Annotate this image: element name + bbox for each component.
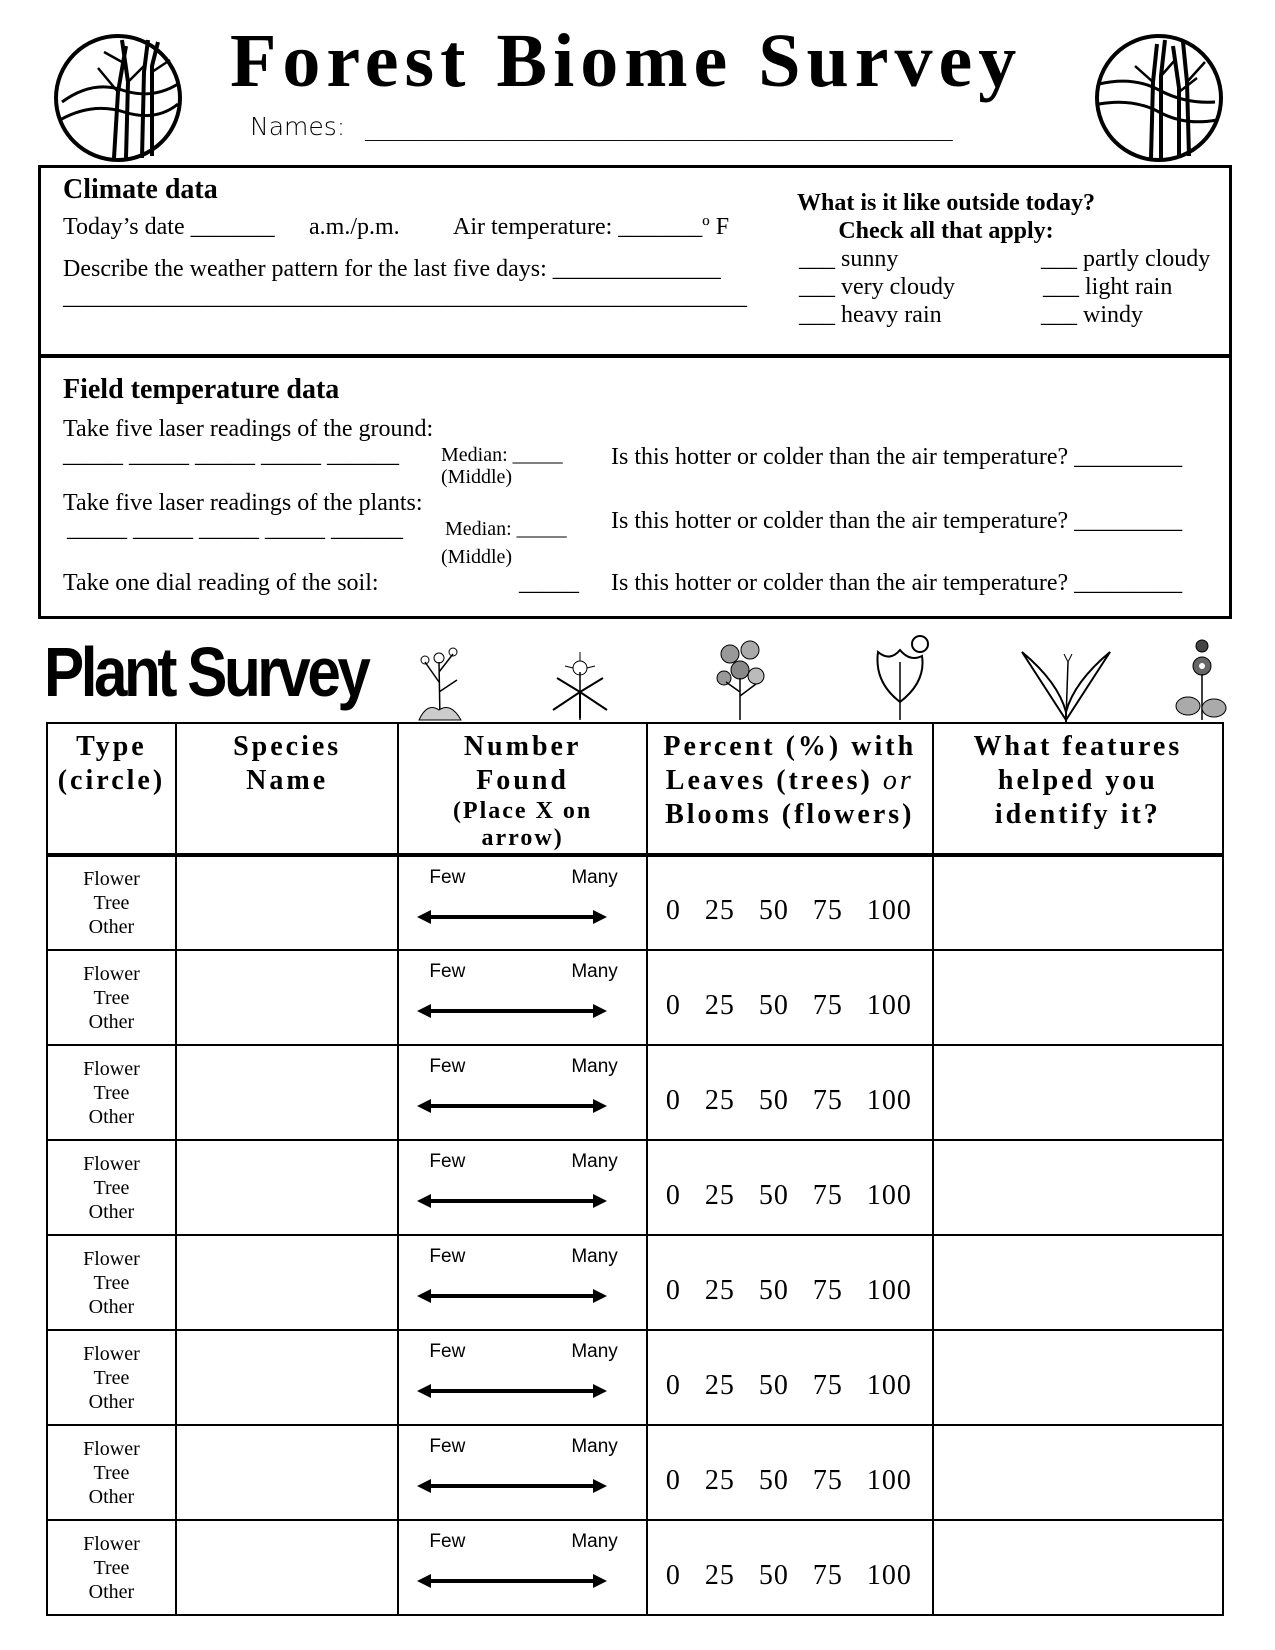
species-name-cell[interactable]: [176, 1140, 398, 1235]
percent-option[interactable]: 100: [866, 1274, 912, 1306]
percent-option[interactable]: 25: [704, 1464, 735, 1496]
type-option[interactable]: Flower: [83, 1152, 140, 1175]
ground-middle-label: (Middle): [441, 466, 513, 488]
page-title: Forest Biome Survey: [230, 19, 1023, 103]
percent-option[interactable]: 25: [704, 1084, 735, 1116]
type-option[interactable]: Tree: [93, 1461, 130, 1484]
percent-option[interactable]: 0: [665, 1274, 681, 1306]
names-field[interactable]: [250, 112, 953, 141]
type-option[interactable]: Other: [88, 1580, 135, 1603]
table-row: [47, 1330, 1223, 1425]
type-option[interactable]: Other: [88, 1390, 135, 1413]
percent-option[interactable]: 50: [758, 1464, 789, 1496]
type-choice-cell[interactable]: [47, 855, 176, 950]
number-found-cell[interactable]: [398, 1520, 646, 1615]
features-cell[interactable]: [933, 1330, 1223, 1425]
features-cell[interactable]: [933, 1140, 1223, 1235]
type-option[interactable]: Other: [88, 1010, 135, 1033]
type-choice-cell[interactable]: [47, 1520, 176, 1615]
type-option[interactable]: Flower: [83, 1342, 140, 1365]
many-label: Many: [571, 1151, 618, 1172]
plants-compare-question[interactable]: Is this hotter or colder than the air temperature? _________: [611, 508, 1183, 534]
percent-option[interactable]: 0: [665, 1179, 681, 1211]
lobed-leaf-flower-icon: [870, 632, 936, 722]
species-name-cell[interactable]: [176, 950, 398, 1045]
double-arrow-icon[interactable]: [417, 1191, 607, 1211]
table-row: [47, 1140, 1223, 1235]
table-row: [47, 1520, 1223, 1615]
percent-option[interactable]: 100: [866, 1179, 912, 1211]
col-header-percent: Percent (%) with Leaves (trees) or Blooms (flowers): [647, 723, 933, 855]
percent-scale-cell[interactable]: [647, 1140, 933, 1235]
percent-option[interactable]: 50: [758, 1274, 789, 1306]
percent-option[interactable]: 0: [665, 1464, 681, 1496]
weather-blank[interactable]: _________________________________________________________: [63, 284, 747, 310]
number-found-cell[interactable]: [398, 1045, 646, 1140]
many-label: Many: [571, 961, 618, 982]
type-option[interactable]: Tree: [93, 986, 130, 1009]
long-leaf-plant-icon: [1018, 632, 1114, 722]
double-arrow-icon[interactable]: [417, 907, 607, 927]
soil-label: Take one dial reading of the soil:: [63, 570, 379, 596]
species-name-cell[interactable]: [176, 1235, 398, 1330]
table-row: [47, 1045, 1223, 1140]
many-label: Many: [571, 1531, 618, 1552]
type-option[interactable]: Flower: [83, 1057, 140, 1080]
ampm-field[interactable]: a.m./p.m.: [309, 214, 400, 240]
percent-option[interactable]: 0: [665, 1084, 681, 1116]
field-title: Field temperature data: [63, 374, 340, 405]
table-row: [47, 855, 1223, 950]
soil-compare-question[interactable]: Is this hotter or colder than the air temperature? _________: [611, 570, 1183, 596]
percent-option[interactable]: 75: [812, 895, 843, 926]
percent-option[interactable]: 100: [866, 1084, 912, 1116]
percent-option[interactable]: 25: [704, 989, 735, 1021]
type-choice-cell[interactable]: [47, 1235, 176, 1330]
type-choice-cell[interactable]: [47, 1045, 176, 1140]
ground-compare-question[interactable]: Is this hotter or colder than the air temperature? _________: [611, 444, 1183, 470]
type-option[interactable]: Other: [88, 916, 135, 938]
type-option[interactable]: Other: [88, 1105, 135, 1128]
features-cell[interactable]: [933, 855, 1223, 950]
option-windy[interactable]: ___ windy: [1041, 302, 1143, 328]
blooming-plant-icon: [1172, 632, 1228, 722]
number-found-cell[interactable]: [398, 1140, 646, 1235]
percent-option[interactable]: 25: [704, 895, 735, 926]
type-option[interactable]: Tree: [93, 1556, 130, 1579]
few-label: Few: [429, 961, 466, 982]
number-found-cell[interactable]: [398, 1235, 646, 1330]
type-option[interactable]: Other: [88, 1295, 135, 1318]
type-option[interactable]: Other: [88, 1485, 135, 1508]
percent-option[interactable]: 100: [866, 895, 912, 926]
few-label: Few: [429, 1531, 466, 1552]
percent-option[interactable]: 50: [758, 895, 789, 926]
percent-scale-cell[interactable]: [647, 855, 933, 950]
star-leaf-plant-icon: [545, 632, 615, 722]
percent-option[interactable]: 50: [758, 1369, 789, 1401]
option-light-rain[interactable]: ___ light rain: [1043, 274, 1173, 300]
percent-scale-cell[interactable]: [647, 1330, 933, 1425]
plants-median[interactable]: Median: _____: [445, 518, 567, 540]
double-arrow-icon[interactable]: [417, 1381, 607, 1401]
percent-option[interactable]: 25: [704, 1559, 735, 1591]
option-partly-cloudy[interactable]: ___ partly cloudy: [1041, 246, 1211, 272]
plants-label: Take five laser readings of the plants:: [63, 490, 423, 516]
tree-landscape-icon: [1093, 32, 1225, 164]
type-option[interactable]: Flower: [83, 1532, 140, 1555]
names-blank[interactable]: _______________________________________________: [365, 112, 953, 141]
plants-middle-label: (Middle): [441, 546, 513, 568]
species-name-cell[interactable]: [176, 1520, 398, 1615]
percent-option[interactable]: 75: [812, 1464, 843, 1496]
many-label: Many: [571, 867, 618, 888]
double-arrow-icon[interactable]: [417, 1096, 607, 1116]
double-arrow-icon[interactable]: [417, 1001, 607, 1021]
option-sunny[interactable]: ___ sunny: [799, 246, 899, 272]
type-option[interactable]: Flower: [83, 1437, 140, 1460]
percent-scale-cell[interactable]: [647, 1045, 933, 1140]
ground-median[interactable]: Median: _____: [441, 444, 563, 466]
type-option[interactable]: Tree: [93, 1176, 130, 1199]
features-cell[interactable]: [933, 1520, 1223, 1615]
features-cell[interactable]: [933, 1235, 1223, 1330]
type-option[interactable]: Tree: [93, 1271, 130, 1294]
many-label: Many: [571, 1056, 618, 1077]
few-label: Few: [429, 1151, 466, 1172]
table-row: [47, 1425, 1223, 1520]
ground-label: Take five laser readings of the ground:: [63, 416, 434, 442]
percent-option[interactable]: 100: [866, 1369, 912, 1401]
type-choice-cell[interactable]: [47, 1425, 176, 1520]
type-option[interactable]: Flower: [83, 868, 140, 890]
percent-option[interactable]: 50: [758, 1559, 789, 1591]
percent-option[interactable]: 25: [704, 1274, 735, 1306]
percent-option[interactable]: 75: [812, 1179, 843, 1211]
type-choice-cell[interactable]: [47, 1330, 176, 1425]
table-row: [47, 950, 1223, 1045]
col-header-features: What features helped you identify it?: [933, 723, 1223, 855]
plants-readings[interactable]: _____ _____ _____ _____ ______: [67, 516, 403, 542]
air-temp-field[interactable]: Air temperature: _______º F: [453, 214, 730, 240]
percent-option[interactable]: 75: [812, 1084, 843, 1116]
percent-option[interactable]: 100: [866, 989, 912, 1021]
few-label: Few: [429, 1056, 466, 1077]
few-label: Few: [429, 867, 466, 888]
plant-survey-table: [46, 722, 1224, 1616]
many-label: Many: [571, 1341, 618, 1362]
percent-option[interactable]: 0: [665, 895, 681, 926]
number-found-cell[interactable]: [398, 855, 646, 950]
percent-option[interactable]: 25: [704, 1369, 735, 1401]
double-arrow-icon[interactable]: [417, 1476, 607, 1496]
species-name-cell[interactable]: [176, 1425, 398, 1520]
species-name-cell[interactable]: [176, 1045, 398, 1140]
double-arrow-icon[interactable]: [417, 1286, 607, 1306]
double-arrow-icon[interactable]: [417, 1571, 607, 1591]
percent-option[interactable]: 100: [866, 1559, 912, 1591]
ground-readings[interactable]: _____ _____ _____ _____ ______: [63, 442, 399, 468]
percent-option[interactable]: 75: [812, 1559, 843, 1591]
col-header-number: Number Found (Place X on arrow): [398, 723, 646, 855]
number-found-cell[interactable]: [398, 1330, 646, 1425]
option-heavy-rain[interactable]: ___ heavy rain: [799, 302, 942, 328]
flower-cluster-icon: [710, 632, 772, 722]
percent-option[interactable]: 75: [812, 989, 843, 1021]
outside-question: What is it like outside today?: [796, 190, 1096, 216]
type-option[interactable]: Tree: [93, 1081, 130, 1104]
weather-prompt[interactable]: Describe the weather pattern for the last five days: ______________: [63, 256, 721, 282]
percent-option[interactable]: 50: [758, 989, 789, 1021]
type-option[interactable]: Tree: [93, 892, 130, 914]
names-label: Names:: [250, 112, 346, 141]
type-choice-cell[interactable]: [47, 950, 176, 1045]
type-choice-cell[interactable]: [47, 1140, 176, 1235]
small-flowering-plant-icon: [405, 632, 475, 722]
percent-option[interactable]: 75: [812, 1369, 843, 1401]
percent-scale-cell[interactable]: [647, 1425, 933, 1520]
type-option[interactable]: Other: [88, 1200, 135, 1223]
number-found-cell[interactable]: [398, 950, 646, 1045]
col-header-type: Type (circle): [47, 723, 176, 855]
percent-option[interactable]: 100: [866, 1464, 912, 1496]
many-label: Many: [571, 1246, 618, 1267]
percent-scale-cell[interactable]: [647, 1520, 933, 1615]
percent-option[interactable]: 50: [758, 1084, 789, 1116]
percent-option[interactable]: 0: [665, 989, 681, 1021]
percent-scale-cell[interactable]: [647, 950, 933, 1045]
few-label: Few: [429, 1341, 466, 1362]
type-option[interactable]: Flower: [83, 1247, 140, 1270]
type-option[interactable]: Flower: [83, 962, 140, 985]
table-header-row: [47, 723, 1223, 855]
features-cell[interactable]: [933, 1425, 1223, 1520]
species-name-cell[interactable]: [176, 1330, 398, 1425]
soil-reading[interactable]: _____: [519, 570, 579, 596]
col-header-species: Species Name: [176, 723, 398, 855]
climate-title: Climate data: [63, 174, 218, 205]
number-found-cell[interactable]: [398, 1425, 646, 1520]
date-field[interactable]: Today’s date _______: [63, 214, 275, 240]
percent-option[interactable]: 50: [758, 1179, 789, 1211]
field-temperature-section: [38, 355, 1232, 619]
percent-scale-cell[interactable]: [647, 1235, 933, 1330]
plant-survey-title: Plant Survey: [44, 633, 368, 711]
percent-option[interactable]: 0: [665, 1369, 681, 1401]
tree-landscape-icon: [52, 32, 184, 164]
many-label: Many: [571, 1436, 618, 1457]
percent-option[interactable]: 75: [812, 1274, 843, 1306]
percent-option[interactable]: 0: [665, 1559, 681, 1591]
percent-option[interactable]: 25: [704, 1179, 735, 1211]
table-row: [47, 1235, 1223, 1330]
features-cell[interactable]: [933, 950, 1223, 1045]
climate-section: [38, 165, 1232, 357]
type-option[interactable]: Tree: [93, 1366, 130, 1389]
few-label: Few: [429, 1246, 466, 1267]
few-label: Few: [429, 1436, 466, 1457]
option-very-cloudy[interactable]: ___ very cloudy: [799, 274, 955, 300]
check-all-label: Check all that apply:: [838, 218, 1054, 244]
species-name-cell[interactable]: [176, 855, 398, 950]
features-cell[interactable]: [933, 1045, 1223, 1140]
